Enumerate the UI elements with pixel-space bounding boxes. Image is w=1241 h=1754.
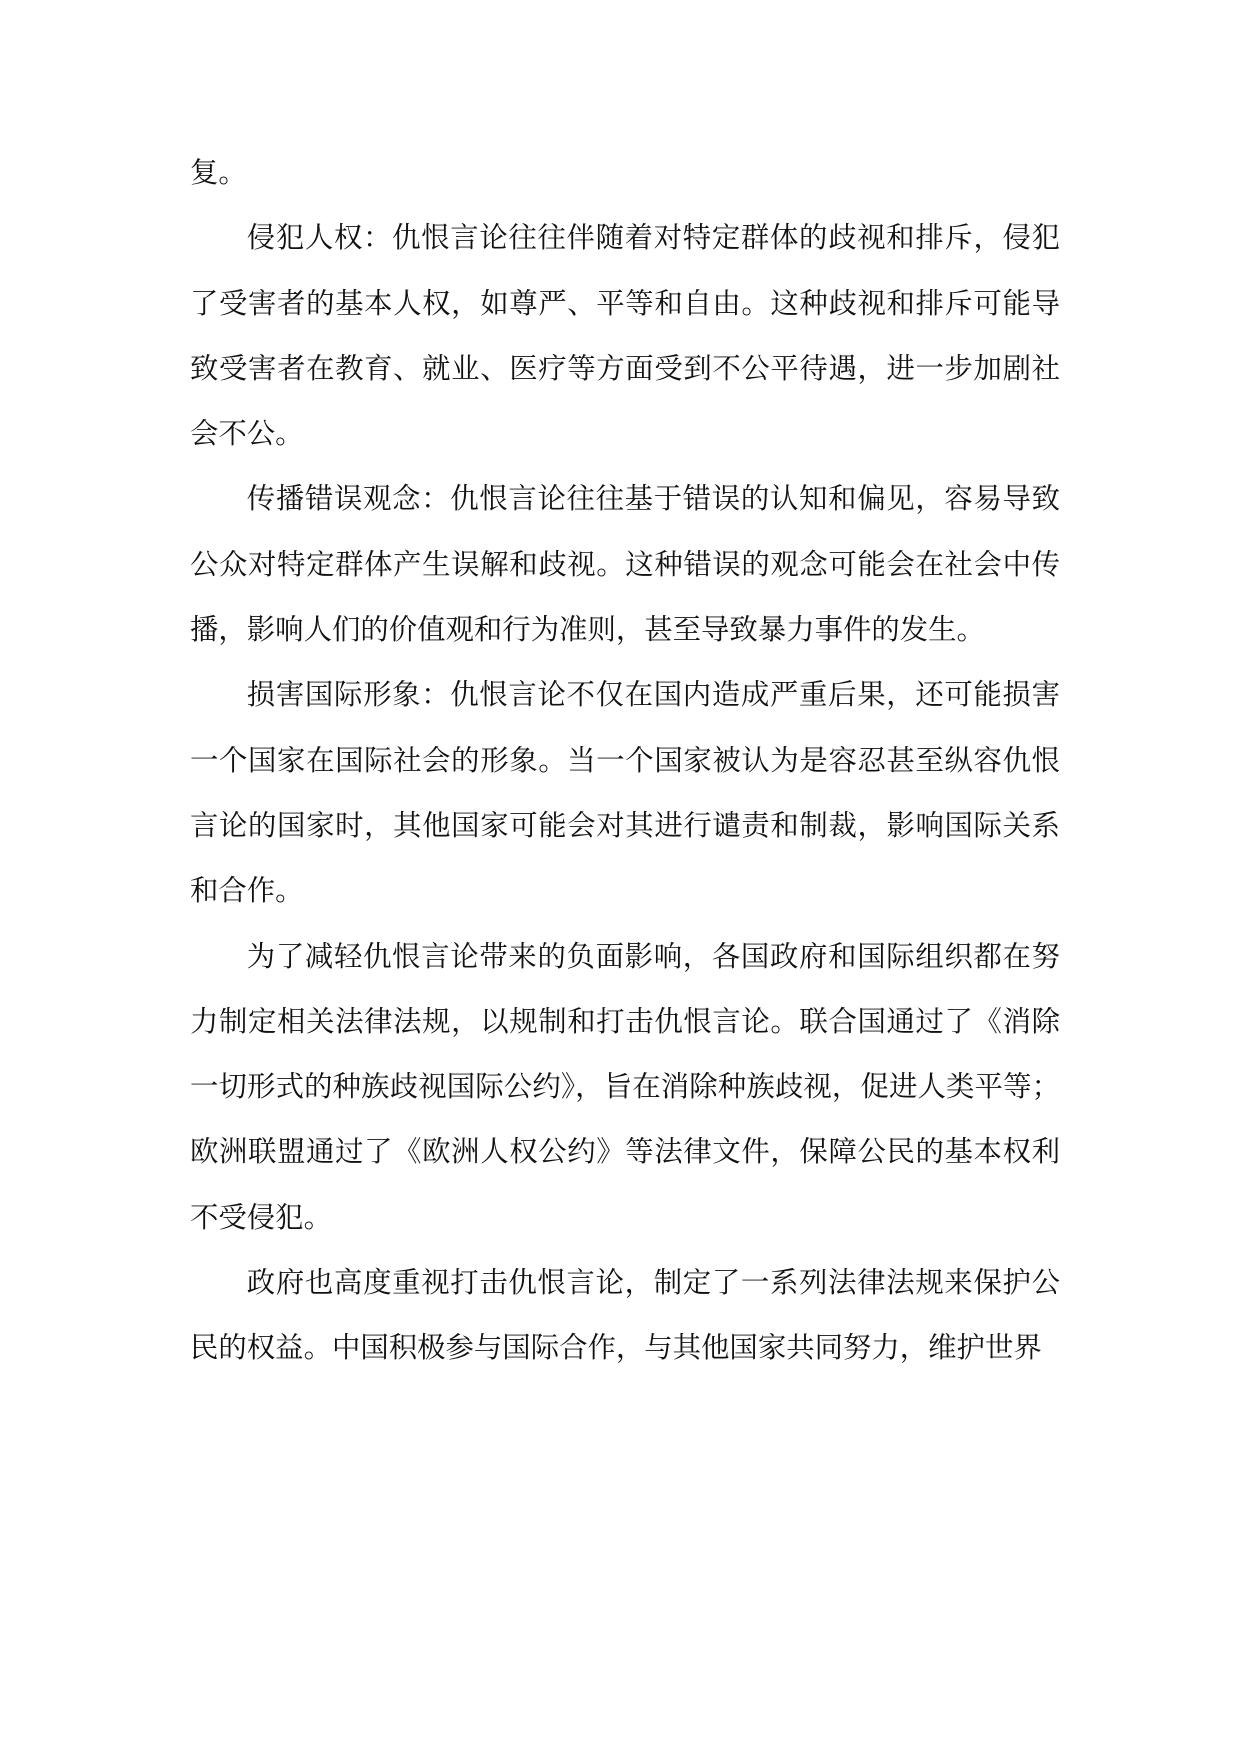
paragraph-continuation: 复。	[190, 156, 247, 189]
paragraph-misconceptions: 传播错误观念：仇恨言论往往基于错误的认知和偏见，容易导致公众对特定群体产生误解和歧视。这种错误的观念可能会在社会中传播，影响人们的价值观和行为准则，甚至导致暴力事件的发生。	[190, 482, 1060, 647]
document-body	[190, 140, 1060, 1381]
paragraph-government-efforts: 政府也高度重视打击仇恨言论，制定了一系列法律法规来保护公民的权益。中国积极参与国际合作，与其他国家共同努力，维护世界	[190, 1266, 1060, 1365]
paragraph-legal-measures: 为了减轻仇恨言论带来的负面影响，各国政府和国际组织都在努力制定相关法律法规，以规制和打击仇恨言论。联合国通过了《消除一切形式的种族歧视国际公约》，旨在消除种族歧视，促进人类平等；欧洲联盟通过了《欧洲人权公约》等法律文件，保障公民的基本权利不受侵犯。	[190, 939, 1060, 1234]
paragraph-international-image: 损害国际形象：仇恨言论不仅在国内造成严重后果，还可能损害一个国家在国际社会的形象。当一个国家被认为是容忍甚至纵容仇恨言论的国家时，其他国家可能会对其进行谴责和制裁，影响国际关系和合作。	[190, 678, 1060, 908]
paragraph-human-rights: 侵犯人权：仇恨言论往往伴随着对特定群体的歧视和排斥，侵犯了受害者的基本人权，如尊严、平等和自由。这种歧视和排斥可能导致受害者在教育、就业、医疗等方面受到不公平待遇，进一步加剧社会不公。	[190, 221, 1060, 451]
